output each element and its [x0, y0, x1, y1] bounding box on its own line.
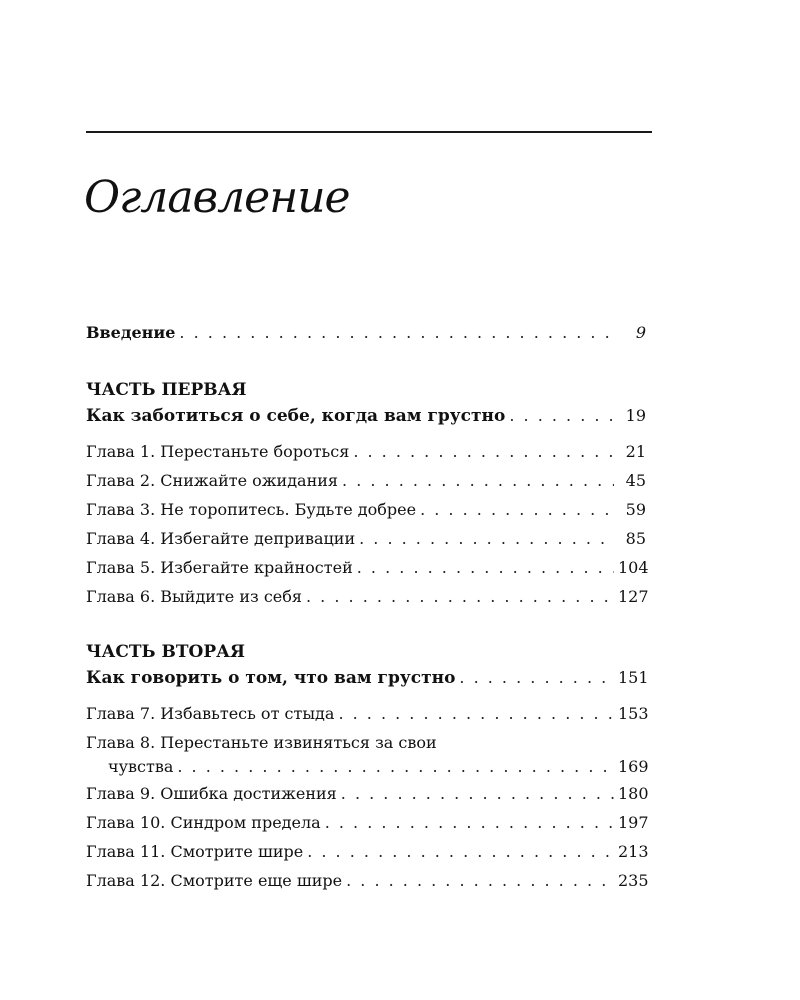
- dot-leader: [353, 437, 614, 466]
- part-heading: ЧАСТЬ ПЕРВАЯ: [86, 380, 247, 400]
- toc-entry[interactable]: [86, 553, 649, 582]
- dot-leader: [509, 401, 614, 430]
- part-heading: ЧАСТЬ ВТОРАЯ: [86, 642, 245, 662]
- toc-entry-label: Как говорить о том, что вам грустно: [86, 668, 456, 688]
- dot-leader: [459, 663, 614, 692]
- toc-entry-page: 59: [625, 500, 646, 519]
- toc-entry-page: 127: [618, 587, 649, 606]
- dot-leader: [338, 699, 614, 728]
- toc-part-1: [86, 401, 649, 611]
- toc-entry-label: Глава 1. Перестаньте бороться: [86, 442, 350, 461]
- toc-entry-page: 104: [618, 558, 649, 577]
- toc-entry-page: 151: [618, 668, 649, 687]
- toc-part-subtitle[interactable]: [86, 401, 646, 431]
- toc-entry[interactable]: [86, 524, 646, 553]
- toc-entry-label: Глава 5. Избегайте крайностей: [86, 558, 353, 577]
- toc-entry-page: 9: [635, 323, 646, 342]
- toc-entry[interactable]: [86, 466, 646, 495]
- toc-entry[interactable]: [86, 318, 646, 347]
- dot-leader: [346, 866, 614, 895]
- toc-entry-page: 85: [625, 529, 646, 548]
- dot-leader: [306, 582, 614, 611]
- toc-entry-label: Глава 10. Синдром предела: [86, 813, 321, 832]
- toc-entry-page: 19: [625, 406, 646, 425]
- dot-leader: [342, 466, 614, 495]
- toc-entry-label: Глава 3. Не торопитесь. Будьте добрее: [86, 500, 417, 519]
- toc-entry[interactable]: [86, 582, 649, 611]
- dot-leader: [307, 837, 614, 866]
- toc-entry-label: Глава 9. Ошибка достижения: [86, 784, 337, 803]
- toc-entry-label-continued: чувства: [108, 757, 174, 776]
- toc-entry-page: 197: [618, 813, 649, 832]
- toc-entry[interactable]: [86, 837, 649, 866]
- toc-entry-page: 169: [618, 757, 649, 776]
- toc-entry-label: Как заботиться о себе, когда вам грустно: [86, 406, 506, 426]
- toc-entry[interactable]: [86, 808, 649, 837]
- toc-entry-label: Глава 4. Избегайте депривации: [86, 529, 356, 548]
- toc-entry[interactable]: [86, 866, 649, 895]
- toc-entry[interactable]: [86, 732, 649, 779]
- toc-entry-page: 235: [618, 871, 649, 890]
- toc-entry-label: Глава 2. Снижайте ожидания: [86, 471, 339, 490]
- toc-part-2: [86, 663, 649, 895]
- page-title: Оглавление: [84, 172, 350, 223]
- dot-leader: [177, 754, 614, 779]
- toc-entry-label: Введение: [86, 323, 176, 342]
- dot-leader: [420, 495, 614, 524]
- toc-part-subtitle[interactable]: [86, 663, 649, 693]
- toc-entry-page: 213: [618, 842, 649, 861]
- toc-entry[interactable]: [86, 437, 646, 466]
- toc-entry-label: Глава 6. Выйдите из себя: [86, 587, 302, 606]
- toc-entry[interactable]: [86, 779, 649, 808]
- toc-entry-label: Глава 11. Смотрите шире: [86, 842, 304, 861]
- toc-entry-page: 180: [618, 784, 649, 803]
- dot-leader: [357, 553, 614, 582]
- toc-entry-page: 153: [618, 704, 649, 723]
- toc-entry-label: Глава 8. Перестаньте извиняться за свои: [86, 733, 437, 752]
- toc-entry-page: 21: [625, 442, 646, 461]
- dot-leader: [359, 524, 614, 553]
- header-rule: [86, 131, 652, 133]
- toc-entry[interactable]: [86, 699, 649, 728]
- dot-leader: [179, 318, 614, 347]
- toc-intro: [86, 318, 646, 347]
- toc-entry[interactable]: [86, 495, 646, 524]
- toc-entry-label: Глава 7. Избавьтесь от стыда: [86, 704, 335, 723]
- toc-entry-label: Глава 12. Смотрите еще шире: [86, 871, 343, 890]
- toc-entry-page: 45: [625, 471, 646, 490]
- dot-leader: [341, 779, 614, 808]
- dot-leader: [325, 808, 614, 837]
